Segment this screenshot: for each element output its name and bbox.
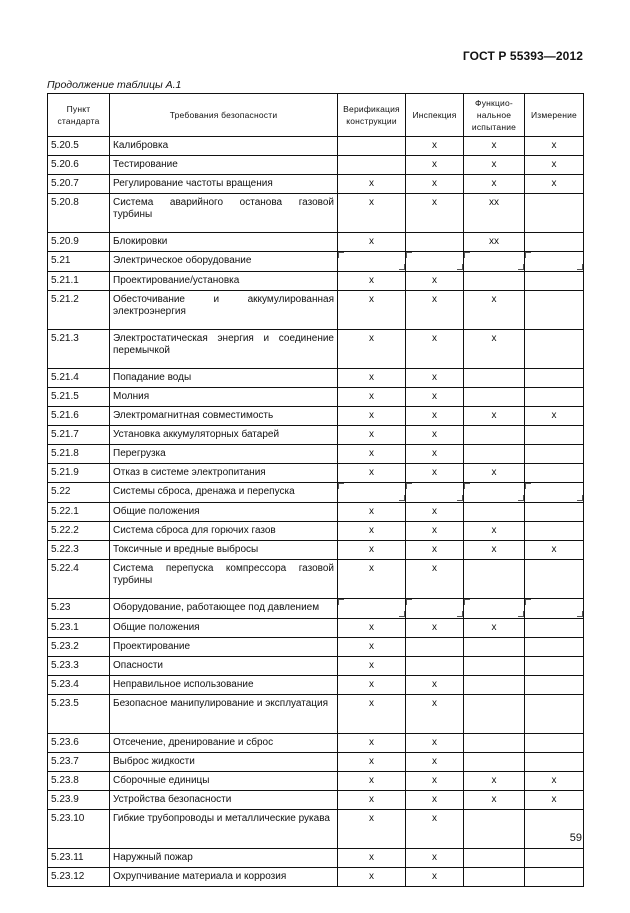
verification-mark: x bbox=[338, 388, 406, 407]
clause-number: 5.23.1 bbox=[48, 619, 110, 638]
requirement-text: Блокировки bbox=[110, 233, 338, 252]
verification-mark: x bbox=[338, 619, 406, 638]
verification-mark: x bbox=[338, 638, 406, 657]
requirement-text: Оборудование, работающее под давлением bbox=[110, 599, 338, 619]
requirement-text: Электрическое оборудование bbox=[110, 252, 338, 272]
inspection-mark: x bbox=[406, 695, 464, 734]
table-row bbox=[48, 291, 584, 330]
functional-test-mark: x bbox=[464, 330, 525, 369]
measurement-mark bbox=[525, 369, 584, 388]
requirement-text: Безопасное манипулирование и эксплуатация bbox=[110, 695, 338, 734]
measurement-mark bbox=[525, 426, 584, 445]
requirement-text: Токсичные и вредные выбросы bbox=[110, 541, 338, 560]
clause-number: 5.23.11 bbox=[48, 849, 110, 868]
clause-number: 5.23.6 bbox=[48, 734, 110, 753]
verification-mark: x bbox=[338, 445, 406, 464]
requirement-text: Попадание воды bbox=[110, 369, 338, 388]
clause-number: 5.23.12 bbox=[48, 868, 110, 887]
requirement-text: Обесточивание и аккумулированная электроэнергия bbox=[110, 291, 338, 330]
clause-number: 5.23.2 bbox=[48, 638, 110, 657]
inspection-mark bbox=[406, 252, 464, 272]
functional-test-mark bbox=[464, 369, 525, 388]
functional-test-mark: x bbox=[464, 772, 525, 791]
table-row bbox=[48, 772, 584, 791]
table-row bbox=[48, 388, 584, 407]
requirement-text: Тестирование bbox=[110, 156, 338, 175]
measurement-mark: x bbox=[525, 407, 584, 426]
clause-number: 5.21.4 bbox=[48, 369, 110, 388]
clause-number: 5.22.2 bbox=[48, 522, 110, 541]
table-row bbox=[48, 657, 584, 676]
measurement-mark bbox=[525, 522, 584, 541]
inspection-mark: x bbox=[406, 753, 464, 772]
table-row bbox=[48, 464, 584, 483]
requirement-text: Электростатическая энергия и соединение перемычкой bbox=[110, 330, 338, 369]
functional-test-mark bbox=[464, 503, 525, 522]
requirement-text: Сборочные единицы bbox=[110, 772, 338, 791]
verification-mark: x bbox=[338, 868, 406, 887]
functional-test-mark: x bbox=[464, 407, 525, 426]
clause-number: 5.20.8 bbox=[48, 194, 110, 233]
requirement-text: Молния bbox=[110, 388, 338, 407]
table-row bbox=[48, 541, 584, 560]
table-row bbox=[48, 369, 584, 388]
clause-number: 5.21.9 bbox=[48, 464, 110, 483]
measurement-mark: x bbox=[525, 791, 584, 810]
inspection-mark: x bbox=[406, 194, 464, 233]
requirement-text: Опасности bbox=[110, 657, 338, 676]
clause-number: 5.21 bbox=[48, 252, 110, 272]
requirement-text: Неправильное использование bbox=[110, 676, 338, 695]
page-number: 59 bbox=[569, 832, 582, 844]
header-clause: Пункт стандарта bbox=[48, 94, 110, 137]
measurement-mark bbox=[525, 291, 584, 330]
not-applicable-cell bbox=[464, 599, 524, 617]
inspection-mark: x bbox=[406, 676, 464, 695]
clause-number: 5.23.10 bbox=[48, 810, 110, 849]
measurement-mark bbox=[525, 445, 584, 464]
verification-mark bbox=[338, 599, 406, 619]
table-row bbox=[48, 791, 584, 810]
functional-test-mark: xx bbox=[464, 194, 525, 233]
measurement-mark bbox=[525, 252, 584, 272]
table-row bbox=[48, 156, 584, 175]
inspection-mark bbox=[406, 599, 464, 619]
verification-mark bbox=[338, 137, 406, 156]
verification-mark: x bbox=[338, 810, 406, 849]
clause-number: 5.20.7 bbox=[48, 175, 110, 194]
measurement-mark bbox=[525, 657, 584, 676]
table-row bbox=[48, 560, 584, 599]
inspection-mark: x bbox=[406, 849, 464, 868]
measurement-mark bbox=[525, 272, 584, 291]
header-verification: Верификация конструкции bbox=[338, 94, 406, 137]
table-body bbox=[48, 137, 584, 887]
functional-test-mark: x bbox=[464, 464, 525, 483]
table-row bbox=[48, 849, 584, 868]
clause-number: 5.20.9 bbox=[48, 233, 110, 252]
verification-mark: x bbox=[338, 175, 406, 194]
measurement-mark bbox=[525, 868, 584, 887]
not-applicable-cell bbox=[338, 252, 405, 270]
verification-mark: x bbox=[338, 695, 406, 734]
functional-test-mark bbox=[464, 695, 525, 734]
inspection-mark bbox=[406, 657, 464, 676]
inspection-mark: x bbox=[406, 868, 464, 887]
table-row bbox=[48, 753, 584, 772]
functional-test-mark bbox=[464, 426, 525, 445]
requirement-text: Установка аккумуляторных батарей bbox=[110, 426, 338, 445]
verification-mark: x bbox=[338, 560, 406, 599]
header-functional-test: Функцио- нальное испытание bbox=[464, 94, 525, 137]
verification-mark: x bbox=[338, 522, 406, 541]
requirements-table bbox=[47, 93, 584, 887]
not-applicable-cell bbox=[525, 599, 583, 617]
functional-test-mark bbox=[464, 483, 525, 503]
clause-number: 5.22.3 bbox=[48, 541, 110, 560]
measurement-mark bbox=[525, 464, 584, 483]
verification-mark: x bbox=[338, 426, 406, 445]
inspection-mark: x bbox=[406, 541, 464, 560]
inspection-mark: x bbox=[406, 137, 464, 156]
clause-number: 5.20.5 bbox=[48, 137, 110, 156]
inspection-mark: x bbox=[406, 734, 464, 753]
verification-mark: x bbox=[338, 369, 406, 388]
table-row bbox=[48, 503, 584, 522]
table-row bbox=[48, 137, 584, 156]
requirement-text: Электромагнитная совместимость bbox=[110, 407, 338, 426]
verification-mark: x bbox=[338, 791, 406, 810]
functional-test-mark: x bbox=[464, 137, 525, 156]
functional-test-mark bbox=[464, 252, 525, 272]
verification-mark: x bbox=[338, 753, 406, 772]
standard-designation: ГОСТ Р 55393—2012 bbox=[462, 49, 583, 63]
measurement-mark bbox=[525, 695, 584, 734]
verification-mark: x bbox=[338, 194, 406, 233]
table-row bbox=[48, 175, 584, 194]
functional-test-mark bbox=[464, 734, 525, 753]
table-row bbox=[48, 810, 584, 849]
clause-number: 5.22.1 bbox=[48, 503, 110, 522]
functional-test-mark: x bbox=[464, 522, 525, 541]
table-row bbox=[48, 272, 584, 291]
table-row bbox=[48, 330, 584, 369]
clause-number: 5.22 bbox=[48, 483, 110, 503]
verification-mark: x bbox=[338, 657, 406, 676]
verification-mark bbox=[338, 156, 406, 175]
verification-mark: x bbox=[338, 233, 406, 252]
functional-test-mark bbox=[464, 657, 525, 676]
inspection-mark bbox=[406, 233, 464, 252]
clause-number: 5.23.9 bbox=[48, 791, 110, 810]
measurement-mark: x bbox=[525, 156, 584, 175]
inspection-mark: x bbox=[406, 464, 464, 483]
verification-mark: x bbox=[338, 849, 406, 868]
inspection-mark: x bbox=[406, 156, 464, 175]
verification-mark: x bbox=[338, 330, 406, 369]
table-row bbox=[48, 734, 584, 753]
verification-mark: x bbox=[338, 503, 406, 522]
not-applicable-cell bbox=[464, 252, 524, 270]
requirement-text: Проектирование bbox=[110, 638, 338, 657]
requirement-text: Отсечение, дренирование и сброс bbox=[110, 734, 338, 753]
requirement-text: Гибкие трубопроводы и металлические рукава bbox=[110, 810, 338, 849]
functional-test-mark bbox=[464, 388, 525, 407]
verification-mark bbox=[338, 483, 406, 503]
measurement-mark: x bbox=[525, 175, 584, 194]
functional-test-mark bbox=[464, 272, 525, 291]
functional-test-mark: x bbox=[464, 156, 525, 175]
requirement-text: Проектирование/установка bbox=[110, 272, 338, 291]
measurement-mark bbox=[525, 233, 584, 252]
functional-test-mark bbox=[464, 638, 525, 657]
clause-number: 5.21.8 bbox=[48, 445, 110, 464]
table-row bbox=[48, 445, 584, 464]
not-applicable-cell bbox=[338, 483, 405, 501]
functional-test-mark bbox=[464, 849, 525, 868]
functional-test-mark bbox=[464, 560, 525, 599]
inspection-mark: x bbox=[406, 426, 464, 445]
measurement-mark bbox=[525, 676, 584, 695]
inspection-mark: x bbox=[406, 445, 464, 464]
inspection-mark: x bbox=[406, 791, 464, 810]
table-row bbox=[48, 599, 584, 619]
clause-number: 5.21.6 bbox=[48, 407, 110, 426]
inspection-mark: x bbox=[406, 291, 464, 330]
verification-mark: x bbox=[338, 464, 406, 483]
requirement-text: Система сброса для горючих газов bbox=[110, 522, 338, 541]
inspection-mark: x bbox=[406, 810, 464, 849]
verification-mark: x bbox=[338, 676, 406, 695]
measurement-mark: x bbox=[525, 541, 584, 560]
functional-test-mark bbox=[464, 753, 525, 772]
table-row bbox=[48, 638, 584, 657]
measurement-mark bbox=[525, 849, 584, 868]
inspection-mark: x bbox=[406, 369, 464, 388]
measurement-mark: x bbox=[525, 137, 584, 156]
clause-number: 5.23.8 bbox=[48, 772, 110, 791]
requirement-text: Общие положения bbox=[110, 503, 338, 522]
verification-mark: x bbox=[338, 291, 406, 330]
functional-test-mark bbox=[464, 810, 525, 849]
not-applicable-cell bbox=[406, 252, 463, 270]
requirement-text: Общие положения bbox=[110, 619, 338, 638]
clause-number: 5.21.3 bbox=[48, 330, 110, 369]
requirement-text: Регулирование частоты вращения bbox=[110, 175, 338, 194]
table-row bbox=[48, 252, 584, 272]
table-caption: Продолжение таблицы А.1 bbox=[47, 79, 182, 91]
inspection-mark: x bbox=[406, 503, 464, 522]
functional-test-mark: x bbox=[464, 175, 525, 194]
header-inspection: Инспекция bbox=[406, 94, 464, 137]
table-row bbox=[48, 868, 584, 887]
not-applicable-cell bbox=[525, 483, 583, 501]
inspection-mark: x bbox=[406, 407, 464, 426]
clause-number: 5.21.7 bbox=[48, 426, 110, 445]
header-measurement: Измерение bbox=[525, 94, 584, 137]
measurement-mark bbox=[525, 638, 584, 657]
inspection-mark: x bbox=[406, 272, 464, 291]
table-row bbox=[48, 407, 584, 426]
table-row bbox=[48, 233, 584, 252]
measurement-mark bbox=[525, 388, 584, 407]
clause-number: 5.21.1 bbox=[48, 272, 110, 291]
inspection-mark: x bbox=[406, 330, 464, 369]
verification-mark: x bbox=[338, 734, 406, 753]
clause-number: 5.23.7 bbox=[48, 753, 110, 772]
clause-number: 5.20.6 bbox=[48, 156, 110, 175]
requirement-text: Система аварийного останова газовой турбины bbox=[110, 194, 338, 233]
clause-number: 5.21.2 bbox=[48, 291, 110, 330]
requirement-text: Перегрузка bbox=[110, 445, 338, 464]
table-row bbox=[48, 695, 584, 734]
not-applicable-cell bbox=[525, 252, 583, 270]
requirement-text: Устройства безопасности bbox=[110, 791, 338, 810]
table-row bbox=[48, 619, 584, 638]
verification-mark: x bbox=[338, 541, 406, 560]
requirement-text: Системы сброса, дренажа и перепуска bbox=[110, 483, 338, 503]
table-row bbox=[48, 522, 584, 541]
verification-mark: x bbox=[338, 772, 406, 791]
functional-test-mark bbox=[464, 599, 525, 619]
measurement-mark bbox=[525, 599, 584, 619]
clause-number: 5.23.5 bbox=[48, 695, 110, 734]
inspection-mark: x bbox=[406, 522, 464, 541]
measurement-mark bbox=[525, 194, 584, 233]
measurement-mark bbox=[525, 560, 584, 599]
functional-test-mark bbox=[464, 868, 525, 887]
inspection-mark bbox=[406, 483, 464, 503]
measurement-mark bbox=[525, 619, 584, 638]
header-requirement: Требования безопасности bbox=[110, 94, 338, 137]
not-applicable-cell bbox=[406, 599, 463, 617]
inspection-mark: x bbox=[406, 388, 464, 407]
measurement-mark bbox=[525, 753, 584, 772]
table-row bbox=[48, 426, 584, 445]
table-header-row bbox=[48, 94, 584, 137]
not-applicable-cell bbox=[338, 599, 405, 617]
inspection-mark bbox=[406, 638, 464, 657]
measurement-mark bbox=[525, 330, 584, 369]
requirement-text: Калибровка bbox=[110, 137, 338, 156]
clause-number: 5.21.5 bbox=[48, 388, 110, 407]
table-row bbox=[48, 676, 584, 695]
inspection-mark: x bbox=[406, 619, 464, 638]
functional-test-mark: x bbox=[464, 619, 525, 638]
verification-mark: x bbox=[338, 407, 406, 426]
measurement-mark bbox=[525, 483, 584, 503]
measurement-mark bbox=[525, 503, 584, 522]
inspection-mark: x bbox=[406, 175, 464, 194]
table-row bbox=[48, 483, 584, 503]
inspection-mark: x bbox=[406, 560, 464, 599]
functional-test-mark bbox=[464, 676, 525, 695]
clause-number: 5.23.4 bbox=[48, 676, 110, 695]
verification-mark: x bbox=[338, 272, 406, 291]
clause-number: 5.23.3 bbox=[48, 657, 110, 676]
functional-test-mark: x bbox=[464, 541, 525, 560]
measurement-mark bbox=[525, 734, 584, 753]
verification-mark bbox=[338, 252, 406, 272]
not-applicable-cell bbox=[406, 483, 463, 501]
requirement-text: Наружный пожар bbox=[110, 849, 338, 868]
functional-test-mark: xx bbox=[464, 233, 525, 252]
measurement-mark: x bbox=[525, 772, 584, 791]
functional-test-mark: x bbox=[464, 791, 525, 810]
functional-test-mark bbox=[464, 445, 525, 464]
inspection-mark: x bbox=[406, 772, 464, 791]
functional-test-mark: x bbox=[464, 291, 525, 330]
not-applicable-cell bbox=[464, 483, 524, 501]
table-row bbox=[48, 194, 584, 233]
requirement-text: Выброс жидкости bbox=[110, 753, 338, 772]
clause-number: 5.22.4 bbox=[48, 560, 110, 599]
clause-number: 5.23 bbox=[48, 599, 110, 619]
requirement-text: Система перепуска компрессора газовой турбины bbox=[110, 560, 338, 599]
requirement-text: Охрупчивание материала и коррозия bbox=[110, 868, 338, 887]
requirement-text: Отказ в системе электропитания bbox=[110, 464, 338, 483]
